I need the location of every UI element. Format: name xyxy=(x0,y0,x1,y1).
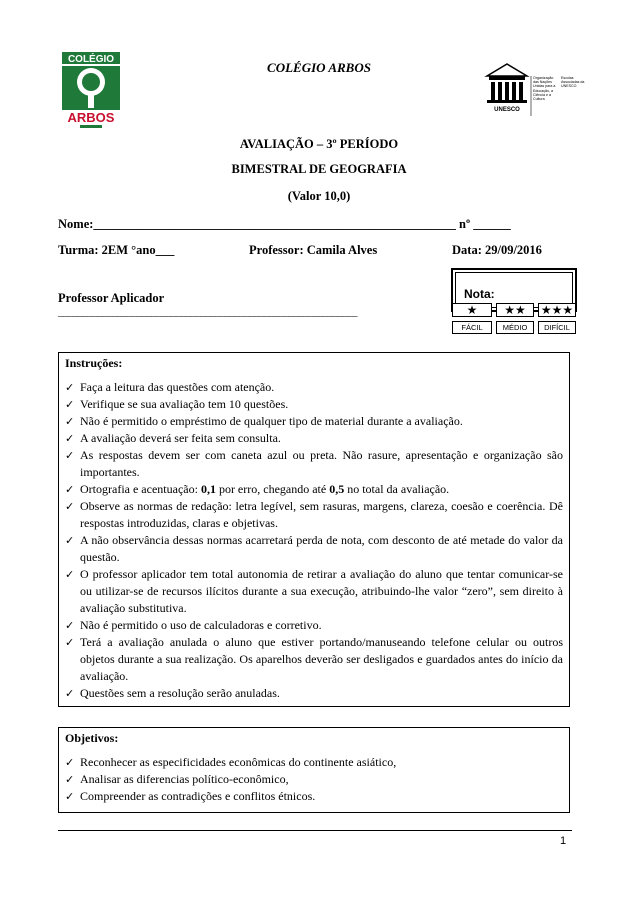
list-item-text: Não é permitido o empréstimo de qualquer tipo de material durante a avaliação. xyxy=(80,414,463,428)
professor-aplicador-label: Professor Aplicador xyxy=(58,291,165,305)
list-item xyxy=(63,566,563,617)
objectives-list xyxy=(63,754,563,805)
list-item xyxy=(63,634,563,685)
list-item-text: Observe as normas de redação: letra legível, sem rasuras, margens, clareza, coesão e coerência. Dê respostas introduzidas, claras e objetivas. xyxy=(80,499,563,530)
list-item xyxy=(63,379,563,396)
checkmark-icon: ✓ xyxy=(65,398,75,411)
checkmark-icon: ✓ xyxy=(65,687,75,700)
list-item-text: Terá a avaliação anulada o aluno que estiver portando/manuseando telefone celular ou outros objetos durante a sua realização. Os aparelhos deverão ser desligados e guardados antes do início da avaliação. xyxy=(80,635,563,683)
list-item-text: Ortografia e acentuação: 0,1 por erro, chegando até 0,5 no total da avaliação. xyxy=(80,482,450,496)
list-item-text: O professor aplicador tem total autonomia de retirar a avaliação do aluno que tentar comunicar-se ou utilizar-se de recursos ilícitos durante a sua execução, atribuindo-lhe valor “zero”, sem direito à avaliação substitutiva. xyxy=(80,567,563,615)
list-item xyxy=(63,396,563,413)
professor-aplicador-line[interactable]: _____________________________________________________________ xyxy=(58,306,357,318)
list-item-text: Faça a leitura das questões com atenção. xyxy=(80,380,275,394)
nome-field[interactable]: Nome:__________________________________________________________ nº ______ xyxy=(58,217,511,231)
list-item-text: Reconhecer as especificidades econômicas do continente asiático, xyxy=(80,755,397,769)
list-item xyxy=(63,430,563,447)
checkmark-icon: ✓ xyxy=(65,790,75,803)
list-item-text: A avaliação deverá ser feita sem consulta. xyxy=(80,431,281,445)
difficulty-medium-label: MÉDIO xyxy=(496,321,534,334)
checkmark-icon: ✓ xyxy=(65,568,75,581)
logo-top-text: COLÉGIO xyxy=(67,54,115,65)
list-item xyxy=(63,617,563,634)
checkmark-icon: ✓ xyxy=(65,500,75,513)
difficulty-easy-stars: ★ xyxy=(452,303,492,317)
school-name: COLÉGIO ARBOS xyxy=(267,60,371,75)
checkmark-icon: ✓ xyxy=(65,756,75,769)
exam-subtitle: BIMESTRAL DE GEOGRAFIA xyxy=(231,162,407,176)
list-item xyxy=(63,754,563,771)
checkmark-icon: ✓ xyxy=(65,415,75,428)
checkmark-icon: ✓ xyxy=(65,432,75,445)
list-item xyxy=(63,481,563,498)
list-item-text: Analisar as diferencias político-econômico, xyxy=(80,772,289,786)
objectives-title: Objetivos: xyxy=(65,731,119,745)
list-item xyxy=(63,447,563,481)
list-item-text: As respostas devem ser com caneta azul ou preta. Não rasure, apresentação e organização são importantes. xyxy=(80,448,563,479)
exam-title: AVALIAÇÃO – 3º PERÍODO xyxy=(239,137,399,151)
arbos-logo xyxy=(60,50,122,132)
list-item xyxy=(63,771,563,788)
list-item-text: Compreender as contradições e conflitos étnicos. xyxy=(80,789,316,803)
list-item-text: Questões sem a resolução serão anuladas. xyxy=(80,686,280,700)
list-item-text: Não é permitido o uso de calculadoras e corretivo. xyxy=(80,618,322,632)
exam-value: (Valor 10,0) xyxy=(287,189,351,203)
grade-label: Nota: xyxy=(464,287,495,301)
checkmark-icon: ✓ xyxy=(65,636,75,649)
list-item-text: A não observância dessas normas acarretará perda de nota, com desconto de até metade do valor da questão. xyxy=(80,533,563,564)
instructions-list xyxy=(63,379,563,702)
list-item-text: Verifique se sua avaliação tem 10 questões. xyxy=(80,397,289,411)
professor-field: Professor: Camila Alves xyxy=(249,243,378,257)
unesco-org-text: Organização das Nações Unidas para a Educação, a Ciência e a Cultura xyxy=(533,76,556,102)
difficulty-hard-label: DIFÍCIL xyxy=(538,321,576,334)
date-field: Data: 29/09/2016 xyxy=(452,243,542,257)
page-number: 1 xyxy=(560,835,567,847)
checkmark-icon: ✓ xyxy=(65,483,75,496)
checkmark-icon: ✓ xyxy=(65,449,75,462)
difficulty-easy-label: FÁCIL xyxy=(452,321,492,334)
instructions-title: Instruções: xyxy=(65,356,123,370)
list-item xyxy=(63,685,563,702)
footer-divider xyxy=(58,830,572,831)
unesco-schools-text: Escolas Associadas da UNESCO xyxy=(561,76,585,89)
logo-bottom-text: ARBOS xyxy=(67,110,115,125)
list-item xyxy=(63,413,563,430)
checkmark-icon: ✓ xyxy=(65,619,75,632)
instructions-panel xyxy=(58,352,570,707)
checkmark-icon: ✓ xyxy=(65,381,75,394)
unesco-logo xyxy=(483,58,585,120)
unesco-badge: UNESCO xyxy=(494,107,520,113)
list-item xyxy=(63,788,563,805)
difficulty-medium-stars: ★★ xyxy=(496,303,534,317)
list-item xyxy=(63,532,563,566)
list-item xyxy=(63,498,563,532)
objectives-panel xyxy=(58,727,570,813)
turma-field[interactable]: Turma: 2EM °ano___ xyxy=(58,243,175,257)
checkmark-icon: ✓ xyxy=(65,773,75,786)
difficulty-hard-stars: ★★★ xyxy=(538,303,576,317)
checkmark-icon: ✓ xyxy=(65,534,75,547)
